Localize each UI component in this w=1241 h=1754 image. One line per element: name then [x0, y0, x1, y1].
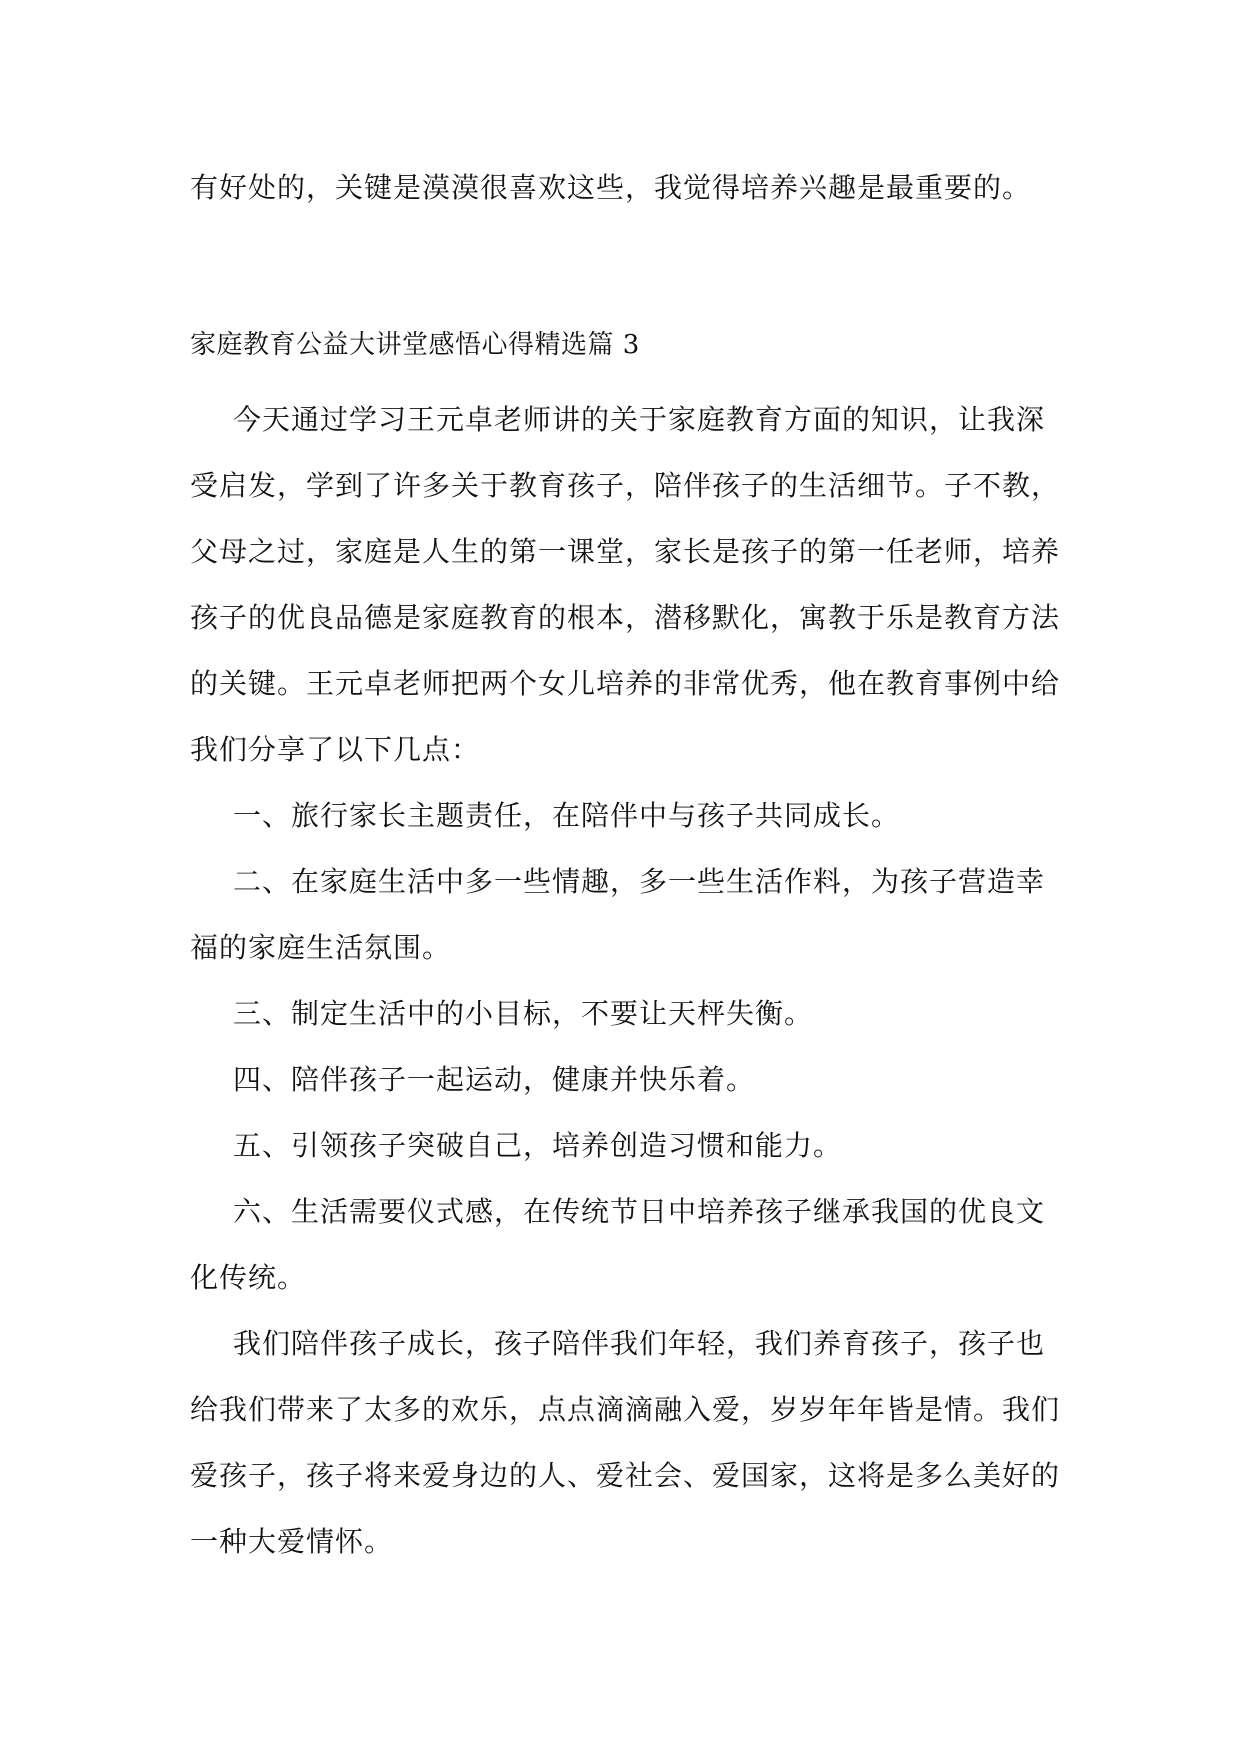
paragraph-line: 父母之过，家庭是人生的第一课堂，家长是孩子的第一任老师，培养: [190, 535, 1061, 568]
list-item-line: 福的家庭生活氛围。: [190, 931, 452, 964]
document-body: [190, 155, 1061, 1575]
paragraph-closing: [190, 1311, 1061, 1575]
paragraph-line: 受启发，学到了许多关于教育孩子，陪伴孩子的生活细节。子不教，: [190, 469, 1061, 502]
paragraph-line: 今天通过学习王元卓老师讲的关于家庭教育方面的知识，让我深: [233, 403, 1046, 436]
paragraph-line: 孩子的优良品德是家庭教育的根本，潜移默化，寓教于乐是教育方法: [190, 601, 1061, 634]
list-item-3: 三、制定生活中的小目标，不要让天枰失衡。: [233, 997, 814, 1030]
paragraph-line: 给我们带来了太多的欢乐，点点滴滴融入爱，岁岁年年皆是情。我们: [190, 1393, 1061, 1426]
paragraph-line: 我们分享了以下几点：: [190, 733, 481, 766]
paragraph-line: 爱孩子，孩子将来爱身边的人、爱社会、爱国家，这将是多么美好的: [190, 1459, 1061, 1492]
continuation-line: 有好处的，关键是漠漠很喜欢这些，我觉得培养兴趣是最重要的。: [190, 171, 1032, 204]
section-heading: 家庭教育公益大讲堂感悟心得精选篇 3: [190, 330, 640, 360]
list-item-4: 四、陪伴孩子一起运动，健康并快乐着。: [233, 1063, 756, 1096]
list-item-2: [190, 849, 1056, 981]
list-item-6: [190, 1179, 1056, 1311]
list-item-1: 一、旅行家长主题责任，在陪伴中与孩子共同成长。: [233, 799, 901, 832]
paragraph-intro: [190, 387, 1061, 783]
list-item-5: 五、引领孩子突破自己，培养创造习惯和能力。: [233, 1129, 843, 1162]
list-item-line: 化传统。: [190, 1261, 307, 1294]
list-item-line: 二、在家庭生活中多一些情趣，多一些生活作料，为孩子营造幸: [233, 865, 1046, 898]
paragraph-line: 一种大爱情怀。: [190, 1525, 394, 1558]
paragraph-line: 的关键。王元卓老师把两个女儿培养的非常优秀，他在教育事例中给: [190, 667, 1061, 700]
paragraph-line: 我们陪伴孩子成长，孩子陪伴我们年轻，我们养育孩子，孩子也: [233, 1327, 1046, 1360]
list-item-line: 六、生活需要仪式感，在传统节日中培养孩子继承我国的优良文: [233, 1195, 1046, 1228]
